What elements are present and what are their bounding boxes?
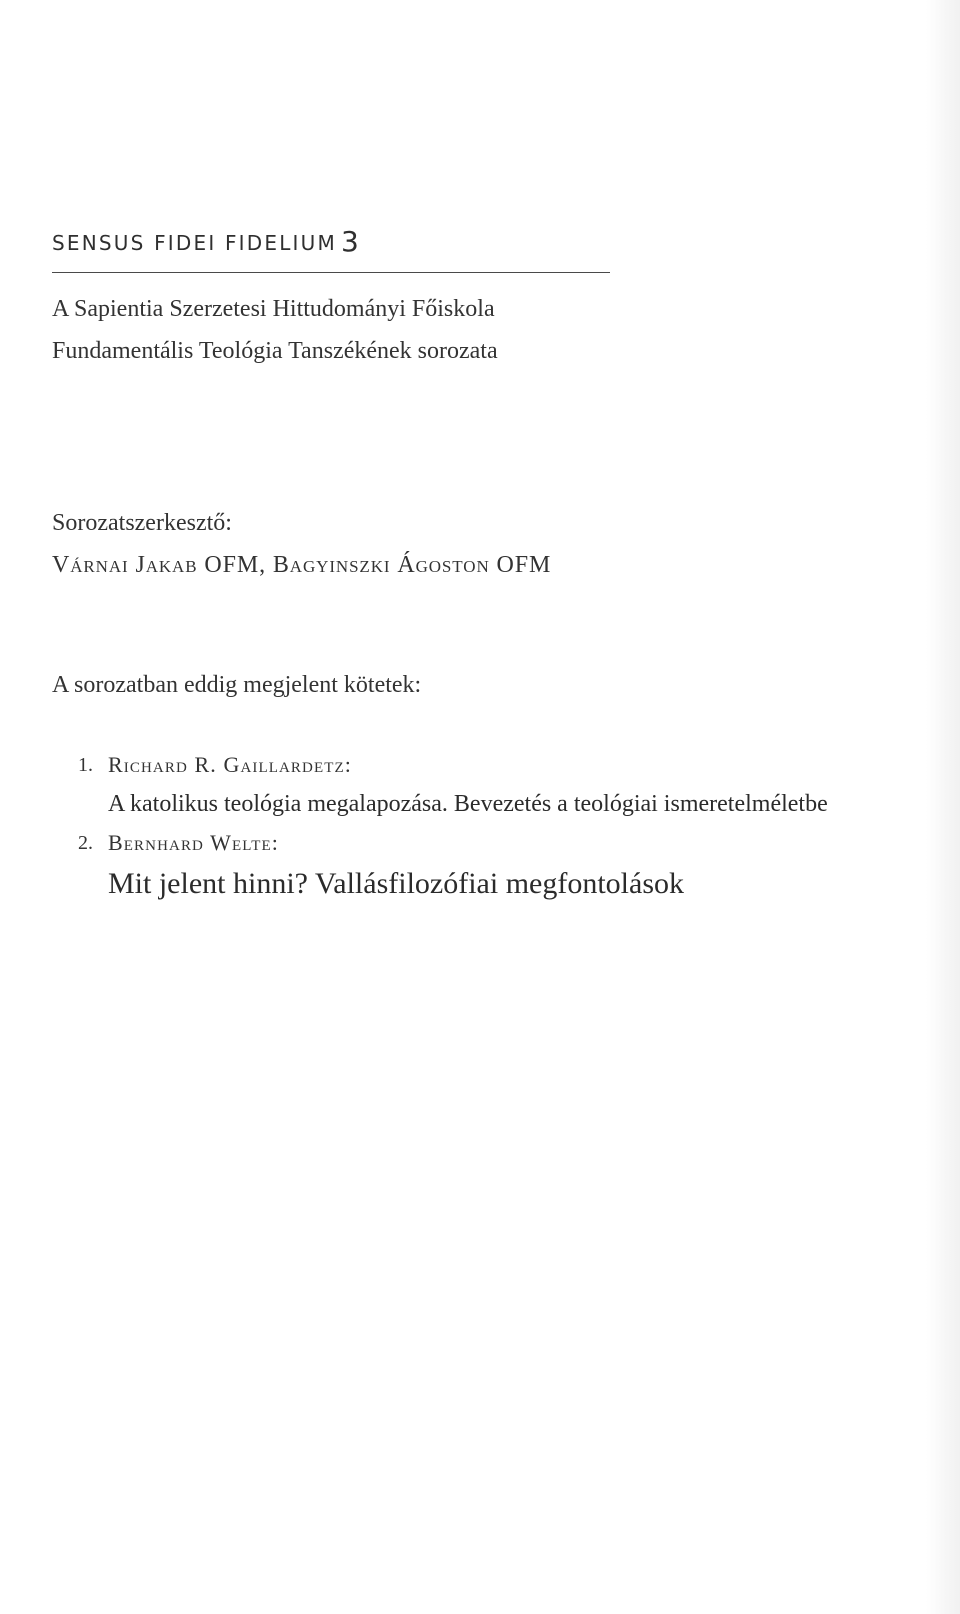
series-header [52,224,612,260]
editors-label: Sorozatszerkesztő: [52,510,232,536]
list-item [78,824,838,906]
header-divider [52,272,610,273]
editors-names: Várnai Jakab OFM, Bagyinszki Ágoston OFM [52,552,552,578]
volume-index: 1. [78,754,93,776]
list-item [78,746,838,824]
volume-title: A katolikus teológia megalapozása. Bevezetés a teológiai ismeretelméletbe [108,791,828,817]
series-title [52,224,612,260]
series-editors [52,502,551,586]
series-number: 3 [340,225,359,258]
volume-title: Mit jelent hinni? Vallásfilozófiai megfontolások [108,867,684,900]
volume-author: Richard R. Gaillardetz: [108,752,352,777]
institution-line-1: A Sapientia Szerzetesi Hittudományi Főiskola [52,296,495,322]
series-title-text: SENSUS FIDEI FIDELIUM [52,231,337,255]
series-description [52,288,498,372]
institution-line-2: Fundamentális Teológia Tanszékének sorozata [52,338,498,364]
page-edge-shadow [926,0,960,1614]
volume-index: 2. [78,832,93,854]
volume-list [78,746,838,906]
volumes-heading: A sorozatban eddig megjelent kötetek: [52,672,422,698]
volume-author: Bernhard Welte: [108,830,279,855]
